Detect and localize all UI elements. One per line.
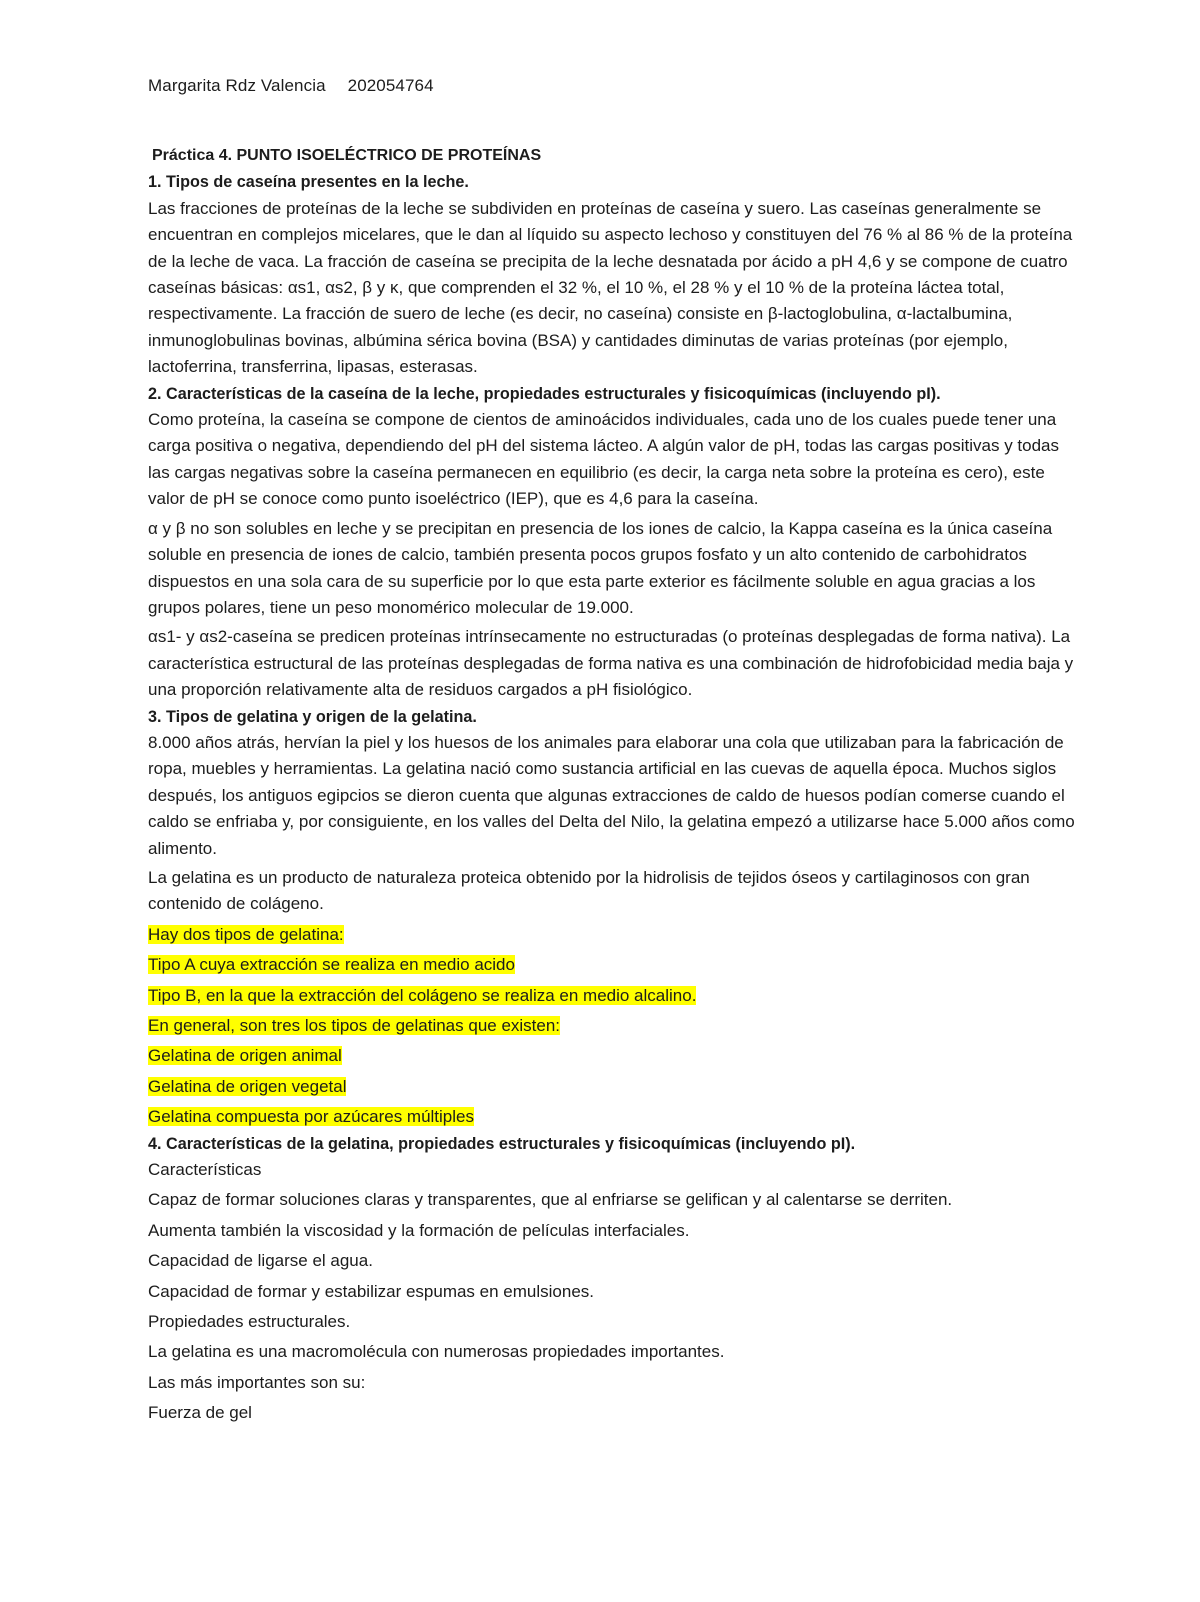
highlighted-text: En general, son tres los tipos de gelatinas que existen: bbox=[148, 1016, 561, 1035]
section-4-heading: 4. Características de la gelatina, propiedades estructurales y fisicoquímicas (incluyendo pI). bbox=[148, 1134, 856, 1153]
highlighted-text: Hay dos tipos de gelatina: bbox=[148, 924, 344, 944]
section-3-paragraph-2: La gelatina es un producto de naturaleza proteica obtenido por la hidrolisis de tejidos óseos y cartilaginosos con gran contenido de colágeno. bbox=[148, 867, 1030, 914]
section-4-line: Las más importantes son su: bbox=[148, 1372, 366, 1392]
section-3-heading: 3. Tipos de gelatina y origen de la gelatina. bbox=[148, 707, 477, 726]
section-4-line: Fuerza de gel bbox=[148, 1403, 252, 1423]
author-name: Margarita Rdz Valencia bbox=[148, 76, 326, 95]
page-header bbox=[148, 76, 434, 96]
highlighted-line bbox=[148, 952, 1078, 978]
highlighted-text: Tipo A cuya extracción se realiza en medio acido bbox=[148, 955, 515, 975]
section-2-paragraph-3: αs1- y αs2-caseína se predicen proteínas intrínsecamente no estructuradas (o proteínas desplegadas de forma nativa). La característica estructural de las proteínas desplegadas de forma nativa es una combinación de hidrofobicidad media baja y una proporción relativamente alta de residuos cargados a pH fisiológico. bbox=[148, 627, 1074, 700]
highlighted-line bbox=[148, 922, 1078, 948]
section-4-line: Características bbox=[148, 1160, 262, 1180]
highlighted-text: Gelatina de origen vegetal bbox=[148, 1076, 347, 1096]
section-2-heading: 2. Características de la caseína de la leche, propiedades estructurales y fisicoquímicas (incluyendo pI). bbox=[148, 384, 941, 403]
highlighted-text: Gelatina de origen animal bbox=[148, 1046, 342, 1066]
highlighted-line bbox=[148, 1104, 1078, 1130]
highlighted-line bbox=[148, 1074, 1078, 1100]
highlighted-line bbox=[148, 1043, 1078, 1069]
section-3-paragraph-1: 8.000 años atrás, hervían la piel y los huesos de los animales para elaborar una cola que utilizaban para la fabricación de ropa, muebles y herramientas. La gelatina nació como sustancia artificial en las cuevas de aquella época. Muchos siglos después, los antiguos egipcios se dieron cuenta que algunas extracciones de caldo de huesos podían comerse cuando el caldo se enfriaba y, por consiguiente, en los valles del Delta del Nilo, la gelatina empezó a utilizarse hace 5.000 años como alimento. bbox=[148, 732, 1075, 858]
section-4-line: Aumenta también la viscosidad y la formación de películas interfaciales. bbox=[148, 1220, 690, 1240]
section-1-paragraph: Las fracciones de proteínas de la leche se subdividen en proteínas de caseína y suero. Las caseínas generalmente se encuentran en complejos micelares, que le dan al líquido su aspecto lechoso y constituyen del 76 % al 86 % de la proteína de la leche de vaca. La fracción de caseína se precipita de la leche desnatada por ácido a pH 4,6 y se compone de cuatro caseínas básicas: αs1, αs2, β y κ, que comprenden el 32 %, el 10 %, el 28 % y el 10 % de la proteína láctea total, respectivamente. La fracción de suero de leche (es decir, no caseína) consiste en β-lactoglobulina, α-lactalbumina, inmunoglobulinas bovinas, albúmina sérica bovina (BSA) y cantidades diminutas de varias proteínas (por ejemplo, lactoferrina, transferrina, lipasas, esterasas. bbox=[148, 198, 1073, 377]
section-4-line: Capacidad de ligarse el agua. bbox=[148, 1251, 373, 1271]
document-body bbox=[148, 143, 1078, 1427]
section-2-paragraph-1: Como proteína, la caseína se compone de cientos de aminoácidos individuales, cada uno de los cuales puede tener una carga positiva o negativa, dependiendo del pH del sistema lácteo. A algún valor de pH, todas las cargas positivas y todas las cargas negativas sobre la caseína permanecen en equilibrio (es decir, la carga neta sobre la proteína es cero), este valor de pH se conoce como punto isoeléctrico (IEP), que es 4,6 para la caseína. bbox=[148, 410, 1060, 509]
section-1-heading: 1. Tipos de caseína presentes en la leche. bbox=[148, 173, 469, 192]
section-4-line: Propiedades estructurales. bbox=[148, 1312, 351, 1332]
highlighted-text: Tipo B, en la que la extracción del colágeno se realiza en medio alcalino. bbox=[148, 985, 697, 1005]
section-4-line: Capacidad de formar y estabilizar espumas en emulsiones. bbox=[148, 1281, 595, 1301]
document-title: Práctica 4. PUNTO ISOELÉCTRICO DE PROTEÍNAS bbox=[152, 147, 542, 164]
highlighted-text: Gelatina compuesta por azúcares múltiples bbox=[148, 1107, 474, 1127]
section-2-paragraph-2: α y β no son solubles en leche y se precipitan en presencia de los iones de calcio, la Kappa caseína es la única caseína soluble en presencia de iones de calcio, también presenta pocos grupos fosfato y un alto contenido de carbohidratos dispuestos en una sola cara de su superficie por lo que esta parte exterior es fácilmente soluble en agua gracias a los grupos polares, tiene un peso monomérico molecular de 19.000. bbox=[148, 518, 1053, 617]
highlighted-line bbox=[148, 1013, 1078, 1039]
section-4-line: La gelatina es una macromolécula con numerosas propiedades importantes. bbox=[148, 1342, 725, 1362]
highlighted-line bbox=[148, 983, 1078, 1009]
section-4-line: Capaz de formar soluciones claras y transparentes, que al enfriarse se gelifican y al calentarse se derriten. bbox=[148, 1190, 953, 1210]
student-id: 202054764 bbox=[347, 76, 434, 95]
